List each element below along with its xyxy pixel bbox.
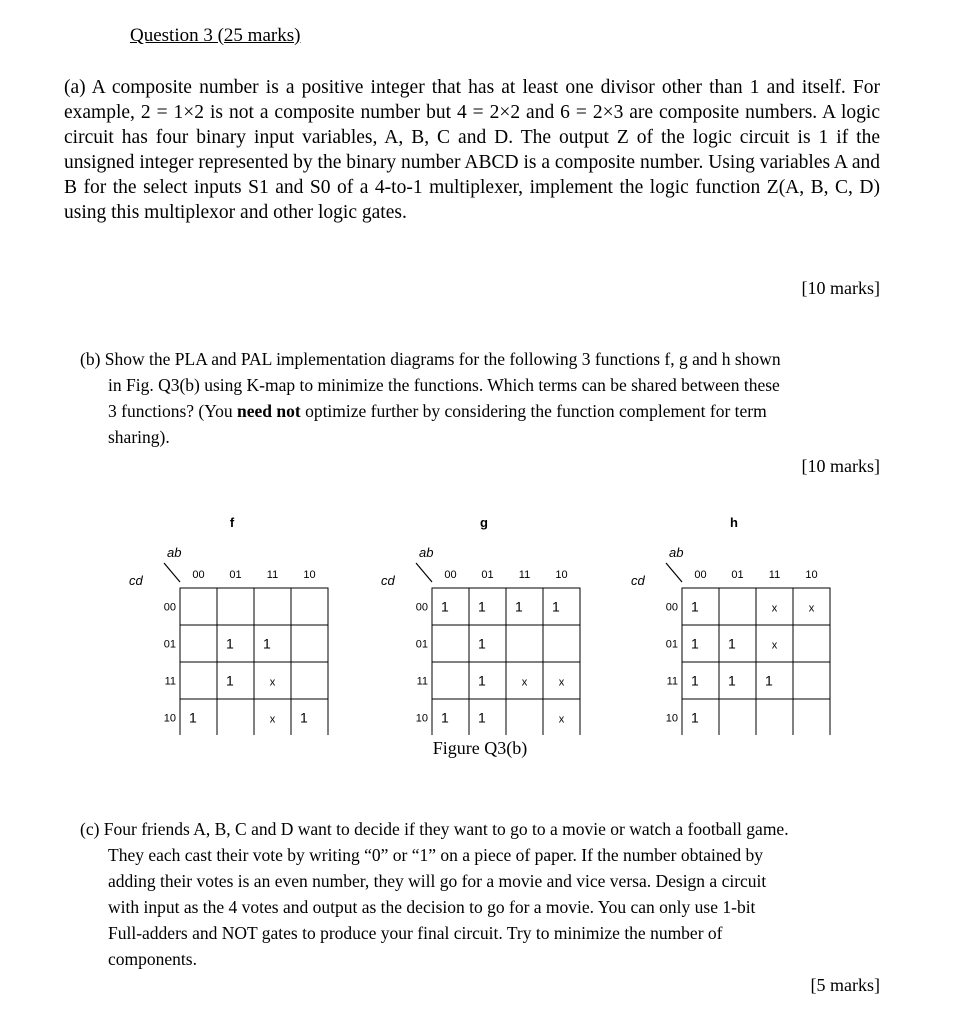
kmap-g-dont-care: x	[558, 713, 565, 726]
kmap-f-value: 1	[189, 709, 197, 726]
kmap-h-cell	[793, 662, 830, 699]
part-b-line-4: sharing).	[108, 427, 170, 447]
kmap-h-cell	[719, 662, 756, 699]
kmap-g-cell	[432, 588, 469, 625]
emphasis-need-not: need not	[237, 401, 301, 421]
kmap-f-value: 1	[263, 635, 271, 652]
kmap-f-value: 1	[226, 635, 234, 652]
kmap-f-diagonal	[164, 563, 180, 582]
kmap-h-cell	[682, 662, 719, 699]
kmap-f-row-var: cd	[129, 573, 143, 588]
kmap-f-title: f	[229, 515, 235, 530]
kmap-g-value: 1	[478, 672, 486, 689]
part-b-marks: [10 marks]	[801, 456, 880, 476]
part-c-line-1: (c) Four friends A, B, C and D want to decide if they want to go to a movie or watch a football game.	[80, 819, 789, 839]
part-c-line-2: They each cast their vote by writing “0” or “1” on a piece of paper. If the number obtained by	[108, 845, 764, 865]
kmap-h-value: 1	[728, 672, 736, 689]
part-b-line-3: 3 functions? (You need not optimize further by considering the function complement for term	[108, 401, 767, 421]
kmap-f-cell	[180, 625, 217, 662]
kmap-g-cell	[543, 625, 580, 662]
kmap-f-dont-care: x	[269, 713, 276, 726]
figure-caption: Figure Q3(b)	[432, 738, 528, 758]
kmap-h-col-header: 10	[805, 569, 818, 581]
kmap-g-value: 1	[441, 598, 449, 615]
kmap-g-col-header: 10	[555, 569, 568, 581]
kmap-g-cell	[432, 625, 469, 662]
kmap-f-row-header: 01	[163, 638, 176, 651]
kmap-h-row-header: 11	[666, 675, 678, 688]
kmap-f-row-header: 11	[164, 675, 176, 688]
kmap-f-dont-care: x	[269, 676, 276, 689]
kmap-figure	[120, 505, 840, 735]
kmap-h-row-var: cd	[631, 573, 645, 588]
kmap-g-value: 1	[478, 598, 486, 615]
part-b-line-2: in Fig. Q3(b) using K-map to minimize the functions. Which terms can be shared between these	[108, 375, 780, 395]
kmap-g-cell	[432, 662, 469, 699]
kmap-f-cell	[217, 662, 254, 699]
kmap-f-cell	[217, 625, 254, 662]
kmap-h-col-header: 11	[768, 569, 781, 581]
kmap-h-title: h	[730, 515, 738, 530]
kmap-g-cell	[469, 662, 506, 699]
kmap-h-cell	[756, 662, 793, 699]
kmap-h-cell	[756, 699, 793, 735]
kmap-g-col-var: ab	[419, 545, 434, 560]
kmap-f-col-header: 11	[266, 569, 279, 581]
kmap-h-value: 1	[691, 672, 699, 689]
kmap-g-cell	[506, 588, 543, 625]
part-c-text	[80, 816, 880, 972]
kmap-f-row-header: 10	[163, 712, 176, 725]
kmap-f-cell	[180, 588, 217, 625]
kmap-h-dont-care: x	[808, 602, 815, 615]
kmap-g-value: 1	[478, 635, 486, 652]
kmap-g-row-header: 00	[415, 601, 428, 614]
question-title: Question 3 (25 marks)	[130, 25, 301, 46]
kmap-g-title: g	[480, 515, 488, 530]
kmap-f-cell	[291, 588, 328, 625]
kmap-g-cell	[469, 699, 506, 735]
kmap-g-dont-care: x	[521, 676, 528, 689]
part-a-text: (a) A composite number is a positive integer that has at least one divisor other than 1 and itself. For example, 2 = 1×2 is not a composite number but 4 = 2×2 and 6 = 2×3 are composite numbers. A logic circuit has four binary input variables, A, B, C and D. The output Z of the logic circuit is 1 if the unsigned integer represented by the binary number ABCD is a composite number. Using variables A and B for the select inputs S1 and S0 of a 4-to-1 multiplexer, implement the logic function Z(A, B, C, D) using this multiplexor and other logic gates.	[64, 77, 880, 223]
part-c-line-3: adding their votes is an even number, they will go for a movie and vice versa. Design a circuit	[108, 871, 767, 891]
kmap-h-cell	[682, 699, 719, 735]
kmap-g-row-header: 01	[415, 638, 428, 651]
kmap-f-col-header: 10	[303, 569, 316, 581]
kmap-f-col-var: ab	[167, 545, 182, 560]
kmap-f-cell	[217, 699, 254, 735]
kmap-h-row-header: 01	[665, 638, 678, 651]
kmap-h-cell	[793, 699, 830, 735]
kmap-h-value: 1	[765, 672, 773, 689]
kmap-f-cell	[180, 662, 217, 699]
part-c-line-5: Full-adders and NOT gates to produce your final circuit. Try to minimize the number of	[108, 923, 723, 943]
kmap-g-col-header: 11	[518, 569, 531, 581]
kmap-h-dont-care: x	[771, 639, 778, 652]
kmap-svg	[120, 505, 840, 735]
kmap-f-cell	[217, 588, 254, 625]
kmap-h-cell	[682, 625, 719, 662]
kmap-h-cell	[793, 625, 830, 662]
kmap-g-row-var: cd	[381, 573, 395, 588]
kmap-g-cell	[469, 588, 506, 625]
kmap-f-col-header: 01	[229, 569, 242, 581]
kmap-h-row-header: 00	[665, 601, 678, 614]
kmap-g-value: 1	[478, 709, 486, 726]
kmap-g-row-header: 10	[415, 712, 428, 725]
kmap-h-value: 1	[728, 635, 736, 652]
kmap-h-dont-care: x	[771, 602, 778, 615]
kmap-h-cell	[719, 625, 756, 662]
kmap-g-value: 1	[441, 709, 449, 726]
kmap-g-value: 1	[515, 598, 523, 615]
kmap-f-cell	[291, 662, 328, 699]
kmap-g-value: 1	[552, 598, 560, 615]
part-a-marks: [10 marks]	[801, 278, 880, 298]
kmap-g-diagonal	[416, 563, 432, 582]
kmap-f-value: 1	[300, 709, 308, 726]
part-c-line-4: with input as the 4 votes and output as the decision to go for a movie. You can only use 1-bit	[108, 897, 756, 917]
kmap-g-row-header: 11	[416, 675, 428, 688]
kmap-h-col-var: ab	[669, 545, 684, 560]
kmap-h-col-header: 01	[731, 569, 744, 581]
kmap-g-cell	[432, 699, 469, 735]
kmap-g-dont-care: x	[558, 676, 565, 689]
part-c-marks: [5 marks]	[810, 975, 880, 995]
kmap-f-row-header: 00	[163, 601, 176, 614]
part-c-line-6: components.	[108, 949, 197, 969]
kmap-h-value: 1	[691, 709, 699, 726]
kmap-f-cell	[291, 699, 328, 735]
kmap-h-cell	[682, 588, 719, 625]
kmap-h-value: 1	[691, 598, 699, 615]
kmap-h-row-header: 10	[665, 712, 678, 725]
kmap-g-col-header: 00	[444, 569, 457, 581]
kmap-h-cell	[719, 588, 756, 625]
kmap-g-cell	[506, 699, 543, 735]
kmap-g-cell	[469, 625, 506, 662]
kmap-h-col-header: 00	[694, 569, 707, 581]
kmap-f-cell	[180, 699, 217, 735]
kmap-f-value: 1	[226, 672, 234, 689]
kmap-f-cell	[254, 588, 291, 625]
kmap-g-col-header: 01	[481, 569, 494, 581]
kmap-g-cell	[506, 625, 543, 662]
kmap-h-cell	[719, 699, 756, 735]
part-b-line-1: (b) Show the PLA and PAL implementation diagrams for the following 3 functions f, g and h shown	[80, 349, 781, 369]
kmap-g-cell	[543, 588, 580, 625]
part-b-text	[80, 346, 880, 450]
kmap-h-value: 1	[691, 635, 699, 652]
kmap-h-diagonal	[666, 563, 682, 582]
kmap-f-cell	[254, 625, 291, 662]
kmap-f-cell	[291, 625, 328, 662]
kmap-f-col-header: 00	[192, 569, 205, 581]
